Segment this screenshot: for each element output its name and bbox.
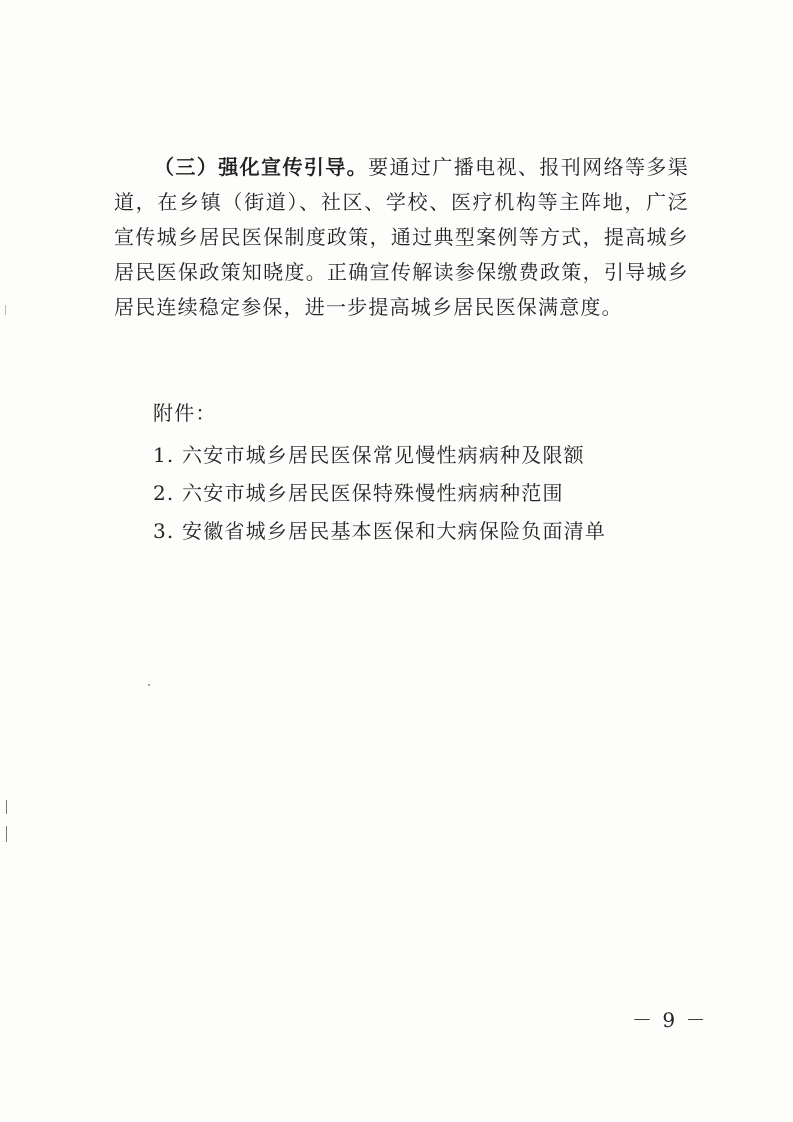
attachment-item: 2. 六安市城乡居民医保特殊慢性病病种范围 xyxy=(153,481,564,505)
attachments-heading: 附件： xyxy=(153,401,217,425)
section-paragraph xyxy=(114,150,689,325)
scan-mark xyxy=(6,800,7,814)
scan-mark xyxy=(6,826,7,842)
scan-mark xyxy=(5,305,6,315)
section-body: 要通过广播电视、报刊网络等多渠道，在乡镇（街道）、社区、学校、医疗机构等主阵地，广泛宣传城乡居民医保制度政策，通过典型案例等方式，提高城乡居民医保政策知晓度。正确宣传解读参保缴费政策，引导城乡居民连续稳定参保，进一步提高城乡居民医保满意度。 xyxy=(114,155,690,319)
attachment-item: 3. 安徽省城乡居民基本医保和大病保险负面清单 xyxy=(153,519,607,543)
scan-dot xyxy=(148,684,150,686)
page-number: － 9 － xyxy=(632,1008,708,1032)
section-heading: （三）强化宣传引导。 xyxy=(154,155,369,179)
attachment-item: 1. 六安市城乡居民医保常见慢性病病种及限额 xyxy=(153,443,585,467)
attachments-list xyxy=(153,436,606,550)
